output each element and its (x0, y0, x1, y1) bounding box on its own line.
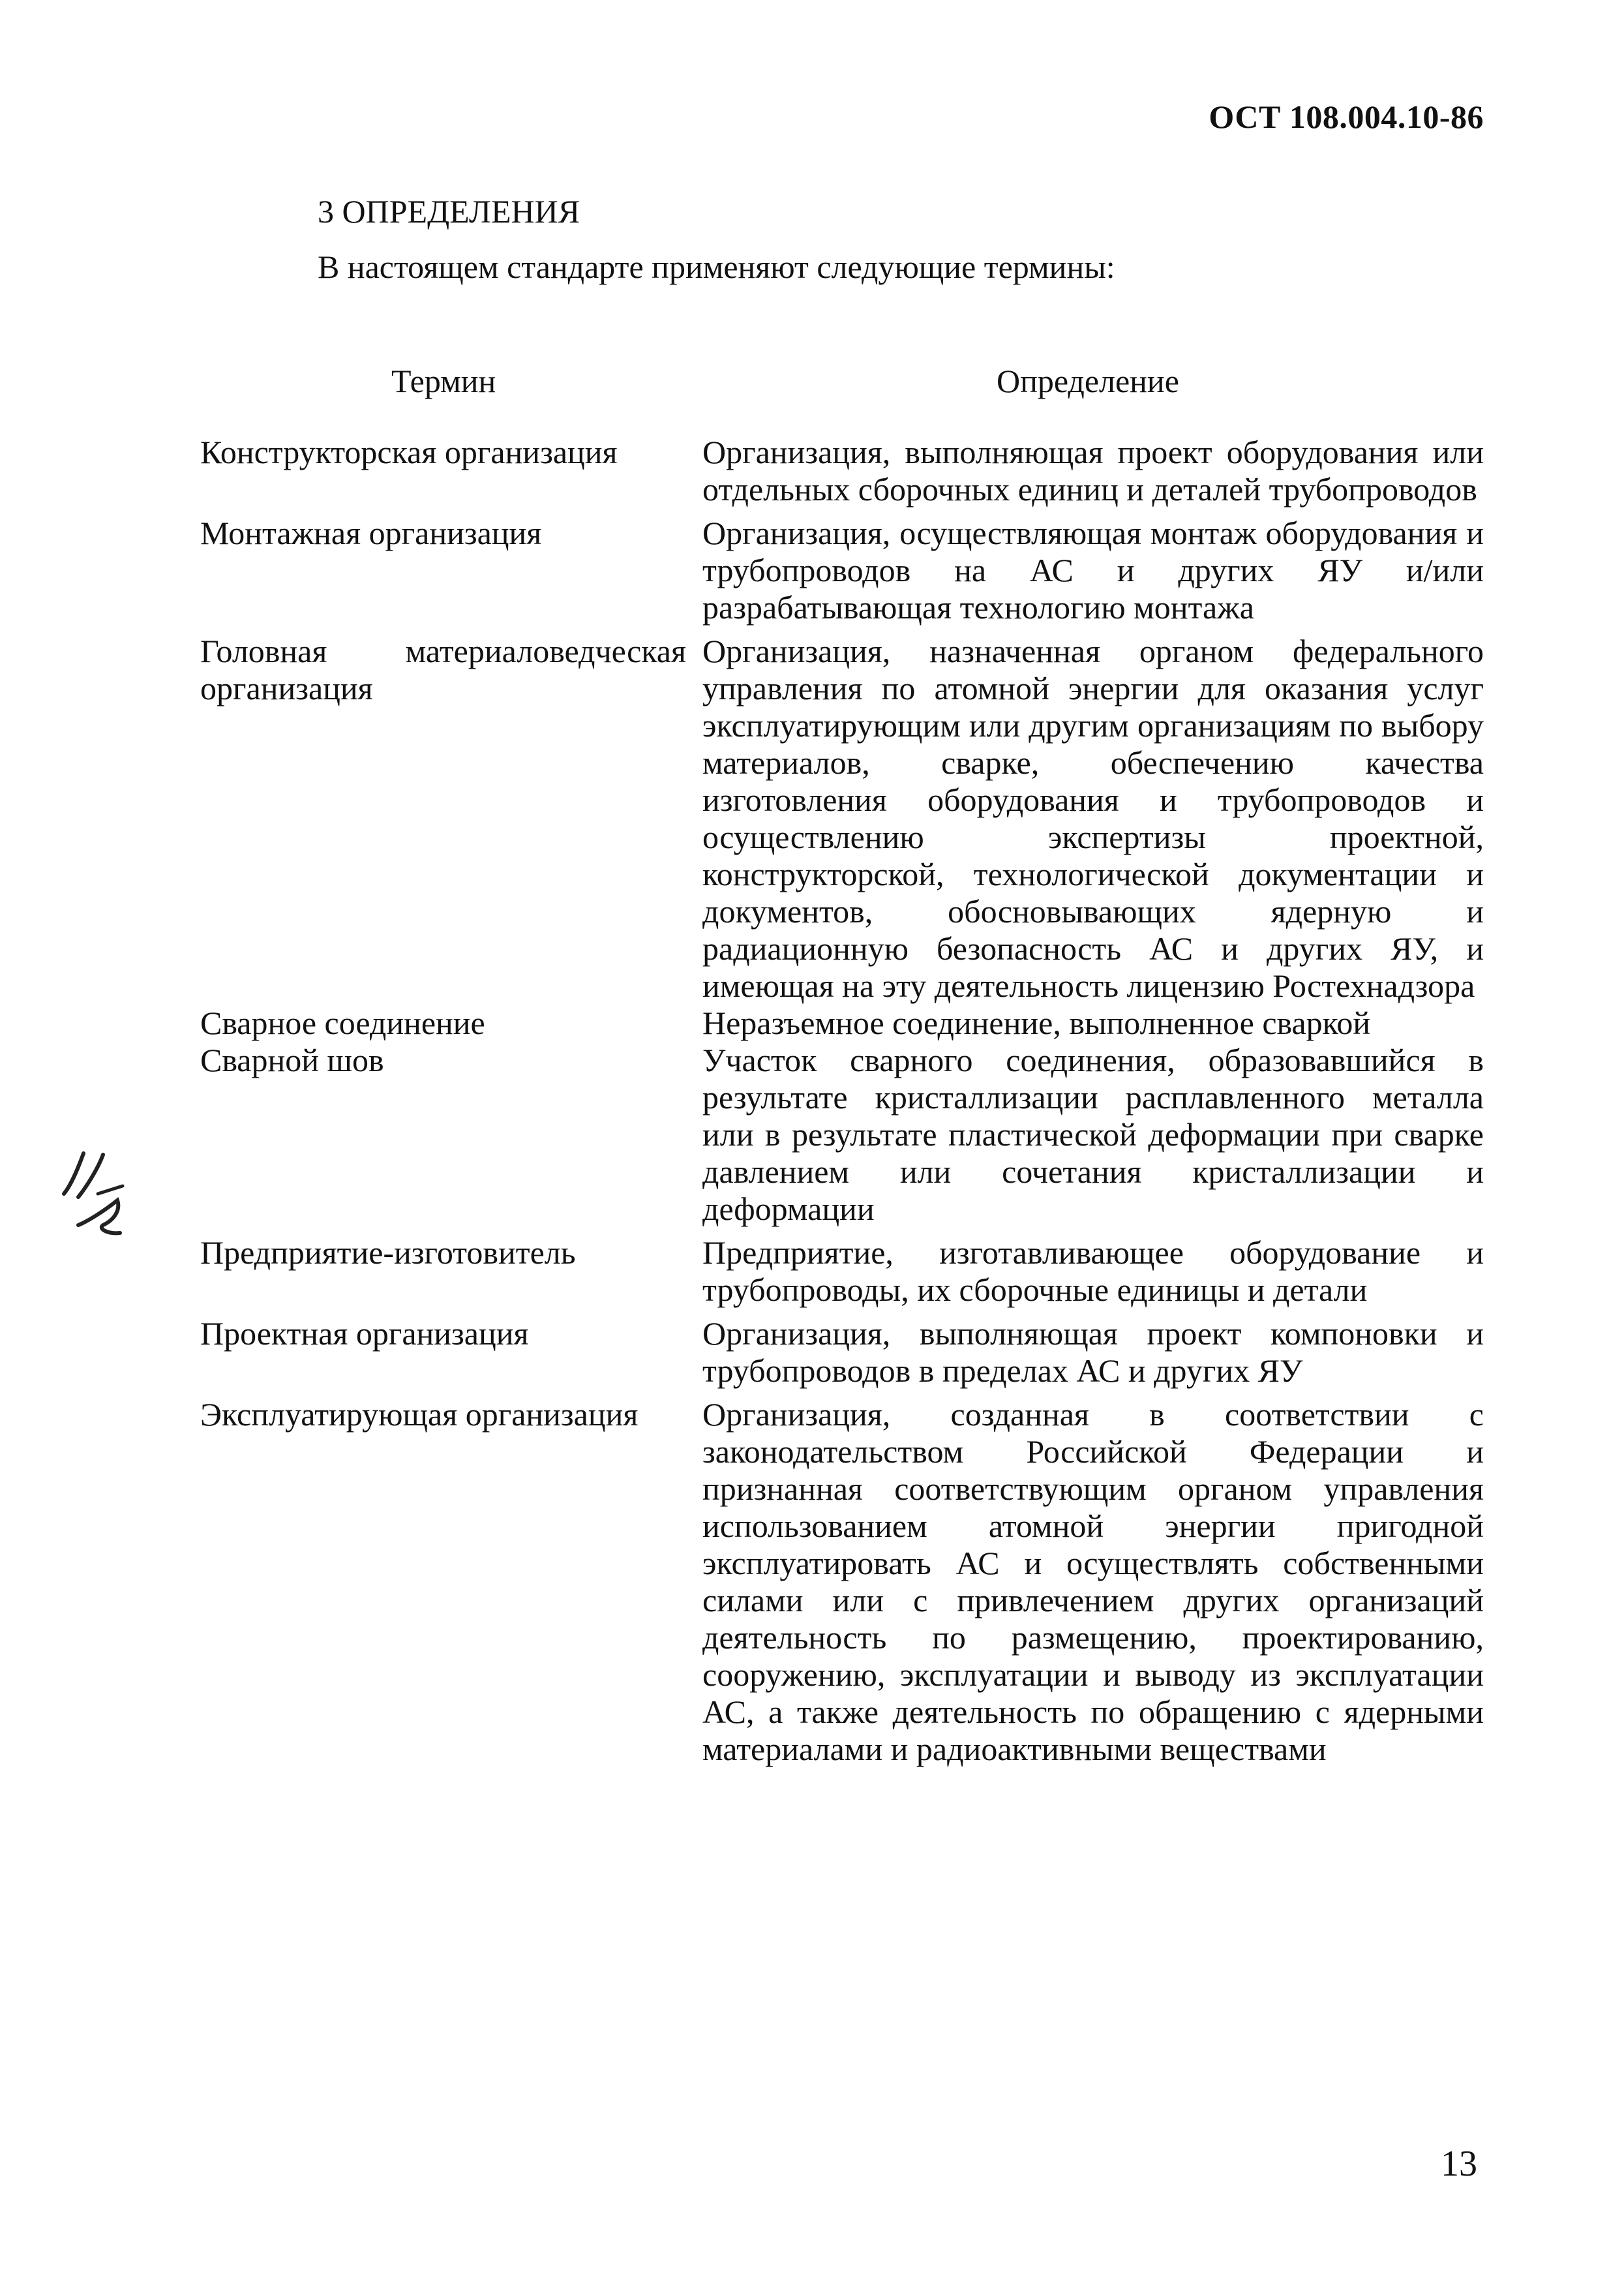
term: Эксплуатирующая организация (200, 1396, 639, 1433)
term: Предприятие-изготовитель (200, 1234, 576, 1271)
page-number: 13 (1441, 2144, 1477, 2184)
term: Монтажная организация (200, 515, 542, 551)
definition-row (200, 434, 1484, 508)
definitions-table (200, 434, 1484, 1768)
definition-row (200, 1042, 1484, 1228)
definition: Организация, созданная в соответствии с законодательством Российской Федерации и признанная соответствующим органом управления использованием атомной энергии пригодной эксплуатировать АС и осуществлять собственными силами или с привлечением других организаций деятельность по размещению, проектированию, сооружению, эксплуатации и выводу из эксплуатации АС, а также деятельность по обращению с ядерными материалами и радиоактивными веществами (702, 1396, 1484, 1767)
definition-row (200, 515, 1484, 626)
definition-row (200, 1234, 1484, 1309)
definition: Предприятие, изготавливающее оборудование и трубопроводы, их сборочные единицы и детали (702, 1234, 1484, 1308)
term: Конструкторская организация (200, 434, 618, 470)
term: Сварной шов (200, 1042, 384, 1078)
term: Проектная организация (200, 1315, 529, 1352)
definition-row (200, 1315, 1484, 1389)
definition: Участок сварного соединения, образовавшийся в результате кристаллизации расплавленного металла или в результате пластической деформации при сварке давлением или сочетания кристаллизации и деформации (702, 1042, 1484, 1227)
section-intro: В настоящем стандарте применяют следующие термины: (318, 249, 1115, 285)
definition: Организация, назначенная органом федерального управления по атомной энергии для оказания услуг эксплуатирующим или другим организациям по выбору материалов, сварке, обеспечению качества изготовления оборудования и трубопроводов и осуществлению экспертизы проектной, конструкторской, технологической документации и документов, обосновывающих ядерную и радиационную безопасность АС и других ЯУ, и имеющая на эту деятельность лицензию Ростехнадзора (702, 633, 1484, 1004)
definition-row (200, 1005, 1484, 1042)
definition: Неразъемное соединение, выполненное сваркой (702, 1005, 1371, 1041)
definition-row (200, 633, 1484, 1005)
definition: Организация, осуществляющая монтаж оборудования и трубопроводов на АС и других ЯУ и/или разрабатывающая технологию монтажа (702, 515, 1484, 626)
term: Головная материаловедческая организация (200, 633, 686, 706)
column-header-term: Термин (391, 363, 496, 399)
document-code: ОСТ 108.004.10-86 (1209, 99, 1484, 135)
term: Сварное соединение (200, 1005, 485, 1041)
section-title: 3 ОПРЕДЕЛЕНИЯ (318, 193, 580, 230)
column-header-definition: Определение (997, 363, 1179, 399)
handwritten-margin-note (52, 1148, 137, 1249)
definition: Организация, выполняющая проект компоновки и трубопроводов в пределах АС и других ЯУ (702, 1315, 1484, 1389)
definition-row (200, 1396, 1484, 1768)
definition: Организация, выполняющая проект оборудования или отдельных сборочных единиц и деталей трубопроводов (702, 434, 1484, 508)
